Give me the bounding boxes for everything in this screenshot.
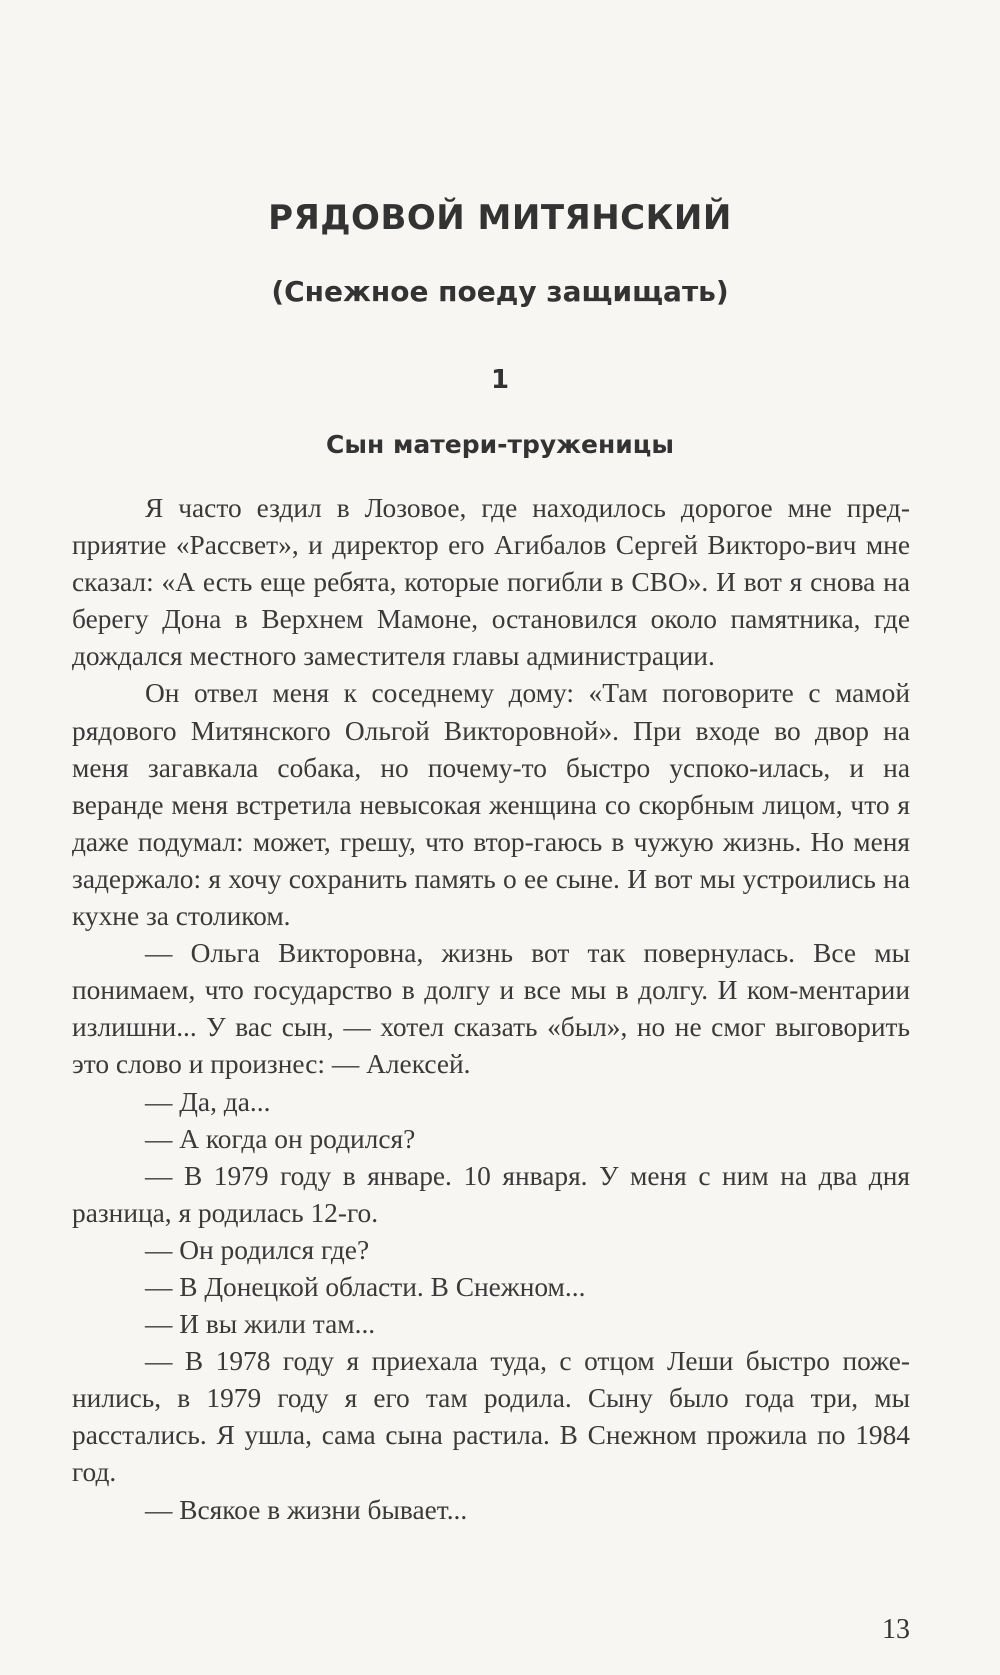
paragraph: Я часто ездил в Лозовое, где находилось дорогое мне пред-приятие «Рассвет», и директор его Агибалов Сергей Викторо-вич мне сказал: «А есть еще ребята, которые погибли в СВО». И вот я снова на берегу Дона в Верхнем Мамоне, остановился около памятника, где дождался местного заместителя главы администрации. (72, 493, 910, 672)
paragraph: — И вы жили там... (145, 1309, 376, 1340)
paragraph: — Всякое в жизни бывает... (145, 1494, 468, 1525)
page-number: 13 (882, 1614, 910, 1645)
body-text (72, 490, 910, 1529)
page-title: РЯДОВОЙ МИТЯНСКИЙ (268, 198, 732, 238)
chapter-number: 1 (490, 365, 510, 395)
paragraph: — В Донецкой области. В Снежном... (145, 1271, 586, 1302)
page-subtitle: (Снежное поеду защищать) (271, 275, 729, 308)
paragraph: — Он родился где? (145, 1234, 370, 1265)
chapter-title: Сын матери-труженицы (326, 430, 674, 459)
paragraph: — А когда он родился? (145, 1123, 416, 1154)
paragraph: — В 1979 году в январе. 10 января. У меня с ним на два дня разница, я родилась 12-го. (72, 1160, 910, 1228)
paragraph: — Да, да... (145, 1086, 271, 1117)
paragraph: — Ольга Викторовна, жизнь вот так повернулась. Все мы понимаем, что государство в долгу и все мы в долгу. И ком-ментарии излишни... У вас сын, — хотел сказать «был», но не смог выговорить это слово и произнес: — Алексей. (72, 938, 910, 1080)
paragraph: Он отвел меня к соседнему дому: «Там поговорите с мамой рядового Митянского Ольгой Викторовной». При входе во двор на меня загавкала собака, но почему-то быстро успоко-илась, и на веранде меня встретила невысокая женщина со скорбным лицом, что я даже подумал: может, грешу, что втор-гаюсь в чужую жизнь. Но меня задержало: я хочу сохранить память о ее сыне. И вот мы устроились на кухне за столиком. (72, 678, 910, 932)
paragraph: — В 1978 году я приехала туда, с отцом Леши быстро поже-нились, в 1979 году я его там родила. Сыну было года три, мы расстались. Я ушла, сама сына растила. В Снежном прожила по 1984 год. (72, 1346, 910, 1488)
